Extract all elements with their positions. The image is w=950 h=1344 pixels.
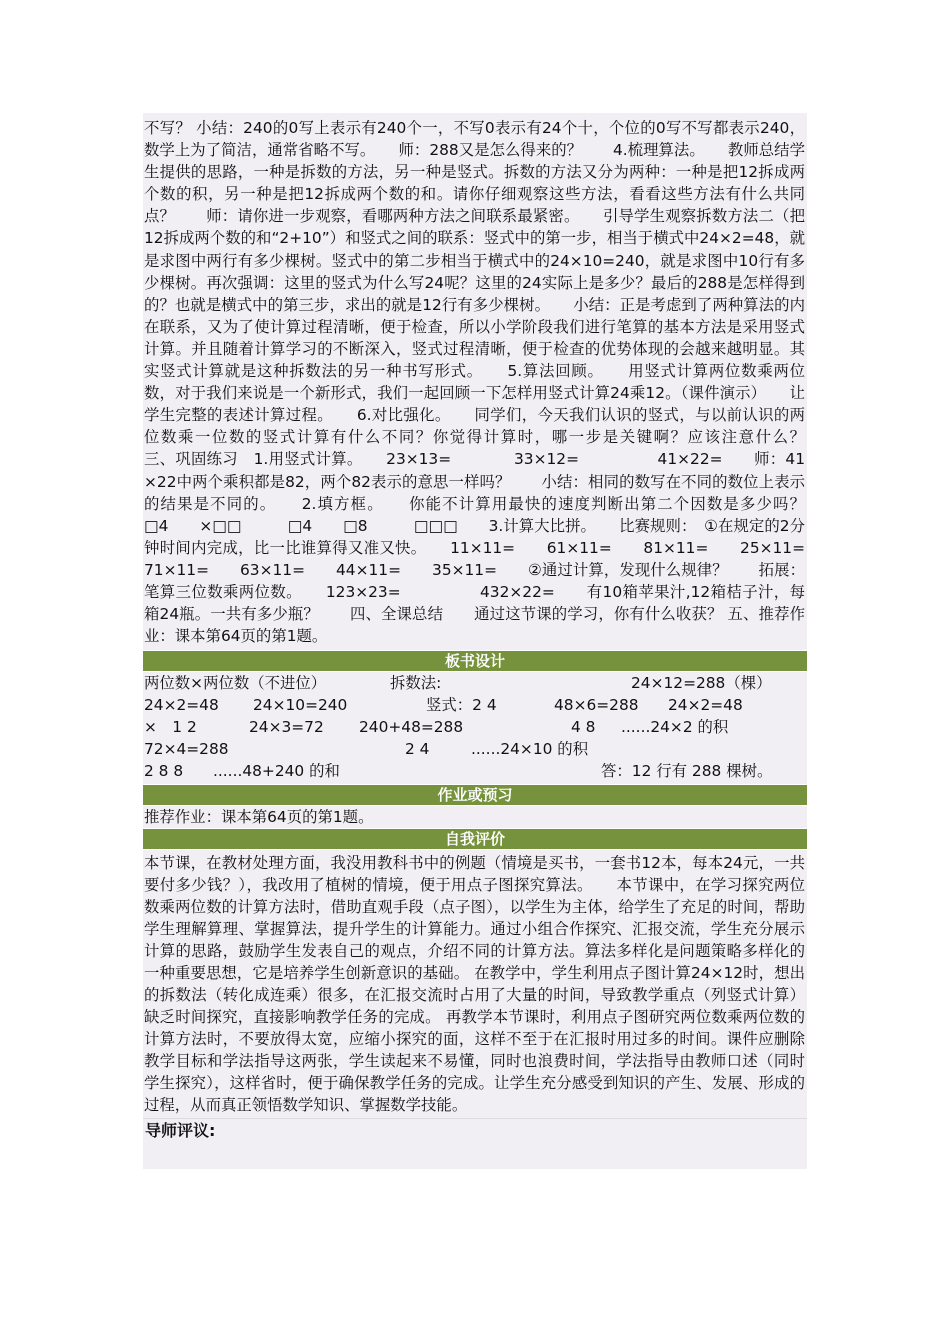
board-line: 72×4=288 — [144, 740, 229, 759]
lesson-process-text: 不写？ 小结：240的0写上表示有240个一，不写0表示有24个十，个位的0写不写都表示240，数学上为了简洁，通常省略不写。 师：288又是怎么得来的？ 4.梳理算法。 教师总结学生提供的思路，一种是拆数的方法，另一种是竖式。拆数的方法又分为两种：一种是把12拆成两个数的积，另一种是把12拆成两个数的和。请你仔细观察这些方法，看看这些方法有什么共同点？ 师：请你进一步观察，看哪两种方法之间联系最紧密。 引导学生观察拆数方法二（把12拆成两个数的和“2+10”）和竖式之间的联系：竖式中的第一步，相当于横式中24×2=48，就是求图中两行有多少棵树。竖式中的第二步相当于横式中的24×10=240，就是求图中10行有多少棵树。再次强调：这里的竖式为什么写24呢？这里的24实际上是多少？最后的288是怎样得到的？也就是横式中的第三步，求出的就是12行有多少棵树。 小结：正是考虑到了两种算法的内在联系，又为了使计算过程清晰，便于检查，所以小学阶段我们进行笔算的基本方法是采用竖式计算。并且随着计算学习的不断深入，竖式过程清晰，便于检查的优势体现的会越来越明显。其实竖式计算就是这种拆数法的另一种书写形式。 5.算法回顾。 用竖式计算两位数乘两位数，对于我们来说是一个新形式，我们一起回顾一下怎样用竖式计算24乘12。（课件演示） 让学生完整的表述计算过程。 6.对比强化。 同学们，今天我们认识的竖式，与以前认识的两位数乘一位数的竖式计算有什么不同？你觉得计算时，哪一步是关键啊？应该注意什么？ 三、巩固练习 1.用竖式计算。 23×13= 33×12= 41×22= 师：41×22中两个乘积都是82，两个82表示的意思一样吗？ 小结：相同的数写在不同的数位上表示的结果是不同的。 2.填方框。 你能不计算用最快的速度判断出第二个因数是多少吗？ □4 ×□□ □4 □8 □□□ 3.计算大比拼。 比赛规则： ①在规定的2分钟时间内完成，比一比谁算得又准又快。 11×11= 61×11= 81×11= 25×11= 71×11= 63×11= 44×11= 35×11= ②通过计算，发现什么规律？ 拓展：笔算三位数乘两位数。 123×23= 432×22= 有10箱苹果汁,12箱桔子汁，每箱24瓶。一共有多少瓶？ 四、全课总结 通过这节课的学习，你有什么收获？ 五、推荐作业：课本第64页的第1题。 — [143, 113, 807, 650]
board-line: 24×10=240 — [253, 696, 348, 715]
board-line: 竖式：2 4 — [426, 696, 497, 715]
homework-heading: 作业或预习 — [143, 785, 807, 805]
board-line: 4 8 — [571, 718, 596, 737]
board-line: 24×2=48 — [668, 696, 743, 715]
board-line: 两位数×两位数（不进位） — [144, 674, 327, 693]
mentor-comment-label: 导师评议: — [145, 1121, 216, 1141]
board-line: 2 8 8 — [144, 762, 184, 781]
board-line: ......48+240 的和 — [213, 762, 340, 781]
self-evaluation-heading: 自我评价 — [143, 829, 807, 849]
homework-text: 推荐作业：课本第64页的第1题。 — [143, 806, 807, 828]
board-line: 答：12 行有 288 棵树。 — [601, 762, 773, 781]
board-design-content — [143, 672, 807, 784]
board-line: 2 4 — [405, 740, 430, 759]
lesson-plan-document — [143, 113, 867, 1169]
board-line: 48×6=288 — [554, 696, 639, 715]
board-line: 24×3=72 — [249, 718, 324, 737]
board-line: × 1 2 — [144, 718, 197, 737]
board-design-heading: 板书设计 — [143, 651, 807, 671]
board-line: ......24×2 的积 — [621, 718, 729, 737]
mentor-comment-box — [143, 1118, 807, 1169]
board-line: 24×12=288（棵） — [631, 674, 772, 693]
board-line: 240+48=288 — [359, 718, 464, 737]
board-line: 拆数法: — [390, 674, 442, 693]
board-line: ......24×10 的积 — [471, 740, 589, 759]
self-evaluation-text: 本节课，在教材处理方面，我没用教科书中的例题（情境是买书，一套书12本，每本24元，一共要付多少钱？），我改用了植树的情境，便于用点子图探究算法。 本节课中，在学习探究两位数乘两位数的计算方法时，借助直观手段（点子图），以学生为主体，给学生了充足的时间，帮助学生理解算理、掌握算法，提升学生的计算能力。通过小组合作探究、汇报交流，学生充分展示计算的思路，鼓励学生发表自己的观点，介绍不同的计算方法。算法多样化是问题策略多样化的一种重要思想，它是培养学生创新意识的基础。 在教学中，学生利用点子图计算24×12时，想出的拆数法（转化成连乘）很多，在汇报交流时占用了大量的时间，导致教学重点（列竖式计算）缺乏时间探究，直接影响教学任务的完成。 再教学本节课时，利用点子图研究两位数乘两位数的计算方法时，不要放得太宽，应缩小探究的面，这样不至于在汇报时用过多的时间。课件应删除教学目标和学法指导这两张，学生读起来不易懂，同时也浪费时间，学法指导由教师口述（同时学生探究），这样省时，便于确保教学任务的完成。让学生充分感受到知识的产生、发展、形成的过程，从而真正领悟数学知识、掌握数学技能。 — [143, 850, 807, 1118]
board-line: 24×2=48 — [144, 696, 219, 715]
